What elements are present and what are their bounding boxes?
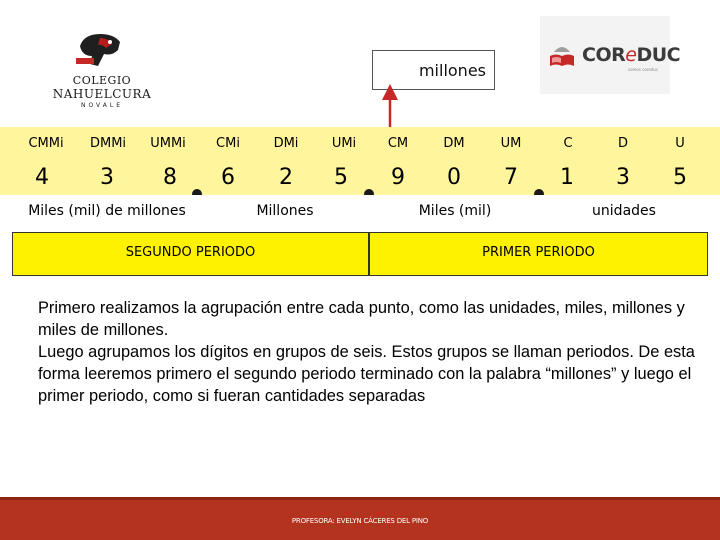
digit-cmi: 6 bbox=[221, 165, 235, 190]
header-um: UM bbox=[500, 136, 522, 151]
digit-ummi: 8 bbox=[163, 165, 177, 190]
header-cmmi: CMMi bbox=[28, 136, 64, 151]
group-miles: Miles (mil) bbox=[418, 203, 492, 219]
colegio-logo bbox=[52, 30, 152, 108]
digit-cmmi: 4 bbox=[35, 165, 49, 190]
group-unidades: unidades bbox=[592, 203, 656, 219]
footer-teacher: PROFESORA: EVELYN CÁCERES DEL PINO bbox=[291, 517, 429, 525]
logo-text-motto: NOVALE bbox=[80, 102, 124, 109]
explanation-paragraph-1: Primero realizamos la agrupación entre cada punto, como las unidades, miles, millones y miles de millones. bbox=[38, 299, 685, 339]
footer-bar bbox=[0, 497, 720, 540]
coreduc-tagline: somos coreduc bbox=[628, 67, 659, 72]
header-dm: DM bbox=[443, 136, 465, 151]
header-d: D bbox=[617, 136, 628, 151]
digit-u: 5 bbox=[673, 165, 687, 190]
digit-dmmi: 3 bbox=[100, 165, 114, 190]
digit-um: 7 bbox=[504, 165, 518, 190]
crest-icon bbox=[74, 30, 126, 72]
wordmark-part-a: COR bbox=[582, 44, 626, 66]
header-cmi: CMi bbox=[216, 136, 240, 151]
coreduc-wordmark bbox=[582, 44, 680, 66]
place-value-header-row bbox=[0, 127, 720, 161]
callout-label: millones bbox=[418, 61, 486, 80]
digit-c: 1 bbox=[560, 165, 574, 190]
explanation-paragraph-2: Luego agrupamos los dígitos en grupos de seis. Estos grupos se llaman periodos. De esta forma leeremos primero el segundo periodo terminado con la palabra “millones” y luego el primer periodo, como si fueran cantidades separadas bbox=[38, 343, 695, 405]
digit-umi: 5 bbox=[334, 165, 348, 190]
period-second: SEGUNDO PERIODO bbox=[12, 232, 369, 276]
logo-text-colegio: COLEGIO bbox=[72, 74, 132, 87]
footer-top-line bbox=[0, 497, 720, 500]
wordmark-part-b: DUC bbox=[636, 44, 681, 66]
header-u: U bbox=[675, 136, 685, 151]
header-cm: CM bbox=[387, 136, 409, 151]
header-dmmi: DMMi bbox=[89, 136, 127, 151]
wordmark-part-e: e bbox=[625, 44, 637, 66]
coreduc-logo bbox=[540, 16, 681, 94]
book-icon bbox=[548, 42, 576, 68]
period-first: PRIMER PERIODO bbox=[369, 232, 708, 276]
header-ummi: UMMi bbox=[150, 136, 186, 151]
explanation-text bbox=[38, 297, 718, 407]
group-millones: Millones bbox=[256, 203, 314, 219]
digit-d: 3 bbox=[616, 165, 630, 190]
group-miles-de-millones: Miles (mil) de millones bbox=[28, 203, 186, 219]
place-value-digits-row bbox=[0, 161, 720, 195]
place-value-groups-row bbox=[0, 195, 720, 232]
header-dmi: DMi bbox=[273, 136, 299, 151]
digit-dmi: 2 bbox=[279, 165, 293, 190]
header-c: C bbox=[563, 136, 573, 151]
digit-cm: 9 bbox=[391, 165, 405, 190]
digit-dm: 0 bbox=[447, 165, 461, 190]
logo-text-name: NAHUELCURA bbox=[52, 87, 152, 101]
header-umi: UMi bbox=[331, 136, 357, 151]
